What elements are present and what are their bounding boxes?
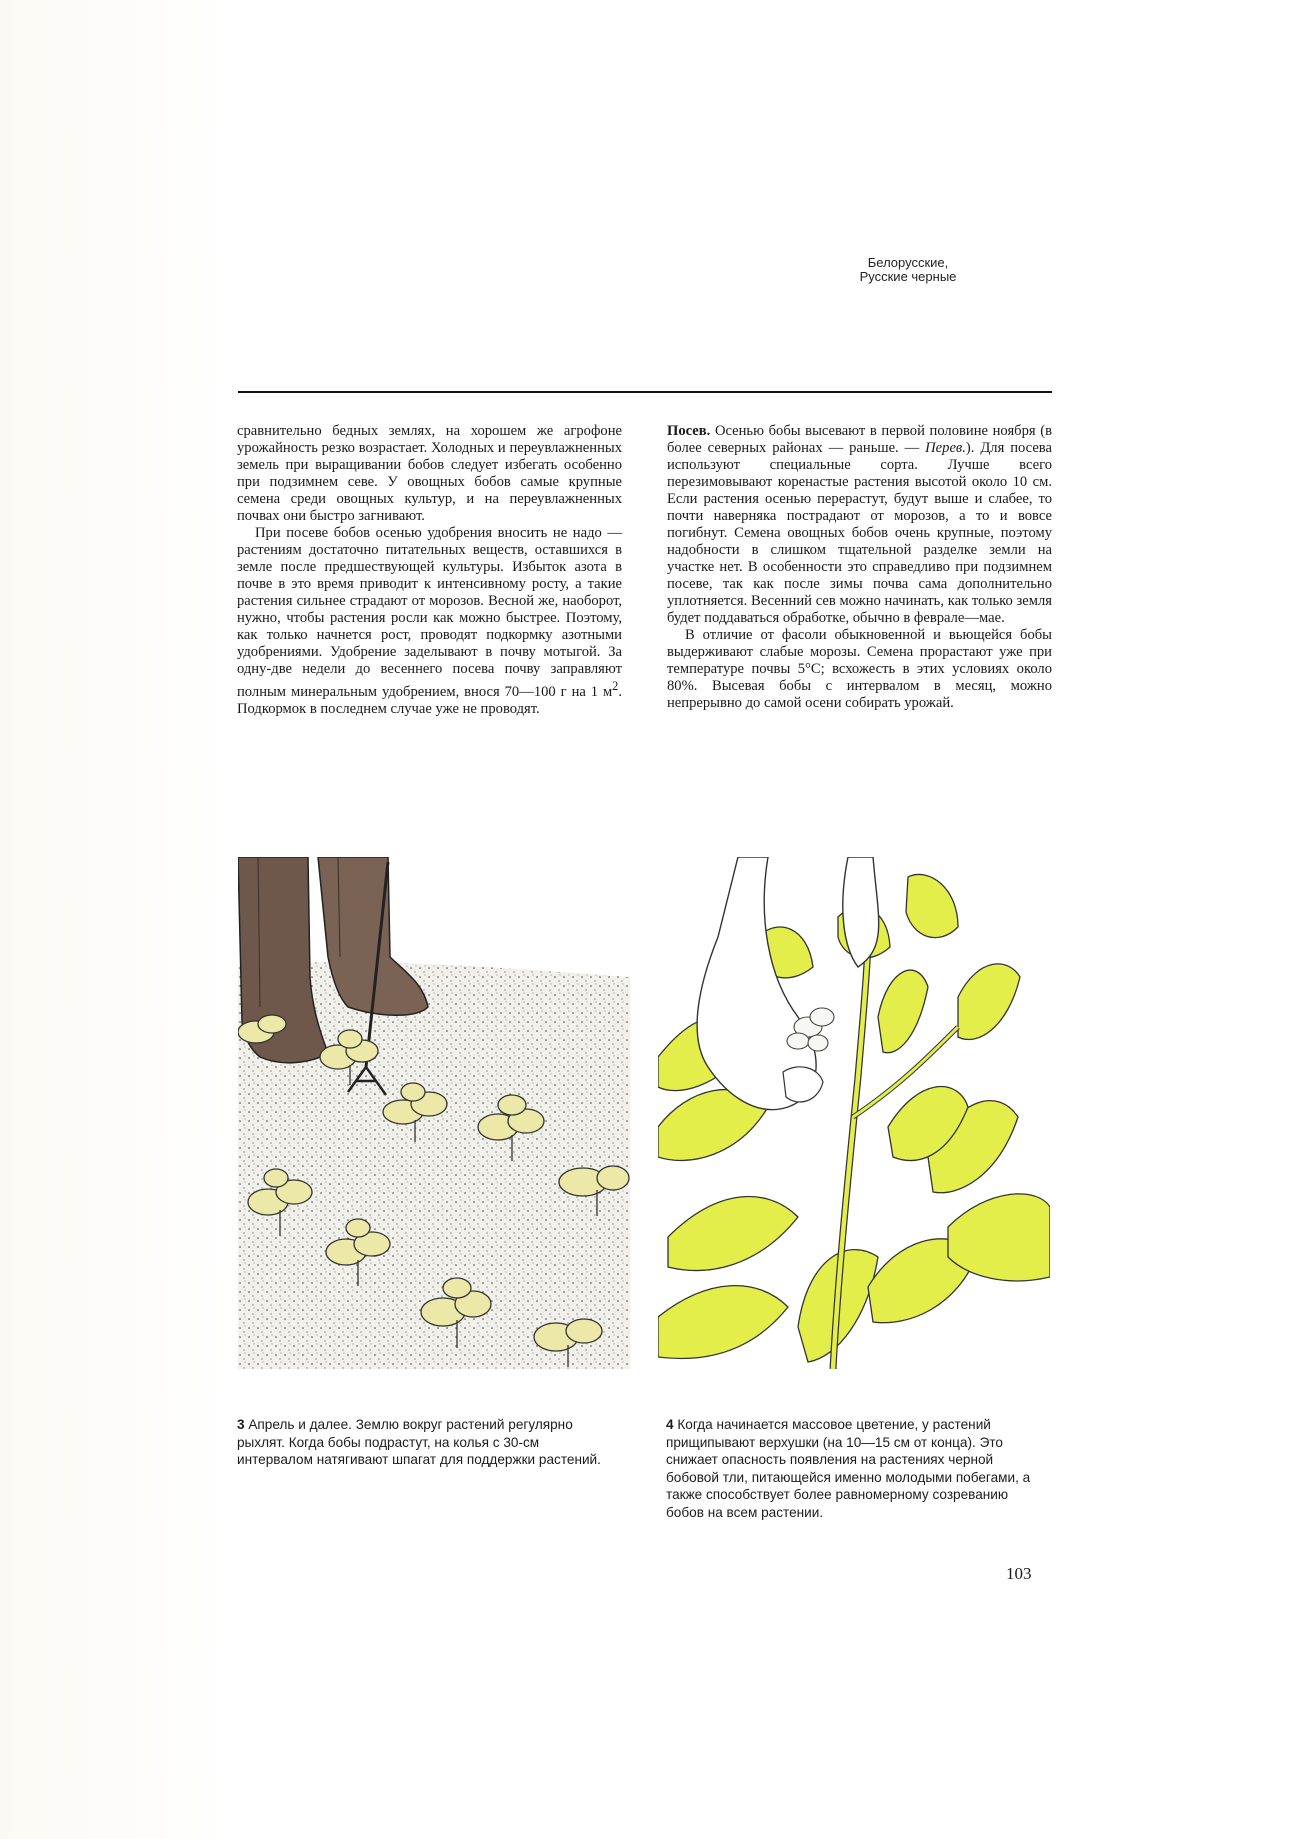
figure-pinching-illustration [658, 857, 1050, 1369]
leaf [658, 1286, 788, 1359]
paragraph-right-2: В отличие от фасоли обыкновенной и вьющейся бобы выдерживают слабые морозы. Семена прорастают уже при температуре почвы 5°С; всхожесть в этих условиях около 80%. Высевая бобы с интервалом в месяц, можно непрерывно до самой осени собирать урожай. [667, 627, 1052, 711]
caption-4-text: Когда начинается массовое цветение, у растений прищипывают верхушки (на 10—15 см от конца). Это снижает опасность появления на растениях черной бобовой тли, питающейся именно молодыми побегами, а также способствует более равномерному созреванию бобов на всем растении. [666, 1417, 1031, 1520]
caption-figure-3 [237, 1416, 617, 1469]
caption-3-number: 3 [237, 1417, 245, 1432]
leaf [668, 1197, 798, 1271]
caption-4-number: 4 [666, 1417, 674, 1432]
left-column [237, 423, 622, 718]
leaf [878, 970, 928, 1053]
p2-text-end: . Подкормок в последнем случае уже не проводят. [237, 683, 622, 717]
running-head-line-2: Русские черные [859, 269, 957, 284]
header-rule [238, 391, 1052, 393]
p1-text-a: Осенью бобы высевают в первой половине ноября (в более северных районах — раньше. — [667, 423, 1052, 456]
leaf [906, 874, 958, 937]
caption-3-text: Апрель и далее. Землю вокруг растений регулярно рыхлят. Когда бобы подрастут, на колья с 30-см интервалом натягивают шпагат для поддержки растений. [237, 1417, 601, 1467]
caption-figure-4 [666, 1416, 1036, 1521]
p2-text: При посеве бобов осенью удобрения вносить не надо — растениям достаточно питательных веществ, оставшихся в земле после предшествующей культуры. Избыток азота в почве в это время приводит к интенсивному росту, а такие растения сильнее страдают от морозов. Весной же, наоборот, нужно, чтобы растения росли как можно быстрее. Поэтому, как только начнется рост, проводят подкормку азотными удобрениями. Удобрение заделывают в почву мотыгой. За одну-две недели до весеннего посева почву заправляют полным минеральным удобрением, внося 70—100 г на 1 м [237, 525, 622, 700]
paragraph-left-1: сравнительно бедных землях, на хорошем же агрофоне урожайность резко возрастает. Холодных и переувлажненных земель при выращивании бобов следует избегать особенно при подзимнем севе. У овощных бобов самые крупные семена среди овощных культур, и на переувлажненных почвах они быстро загнивают. [237, 423, 622, 524]
running-head [848, 256, 968, 284]
figure-hoeing-illustration [238, 857, 630, 1369]
p1-text-b: ). Для посева используют специальные сорта. Лучше всего перезимовывают коренастые растения высотой около 10 см. Если растения осенью перерастут, будут выше и слабее, то почти наверняка пострадают от морозов, а то и вовсе погибнут. Семена овощных бобов очень крупные, поэтому надобности в слишком тщательной разделке земли на участке нет. В особенности это справедливо при подзимнем посеве, так как после зимы почва сама дополнительно уплотняется. Весенний сев можно начинать, как только земля будет поддаваться обработке, обычно в феврале—мае. [667, 440, 1052, 626]
right-column [667, 423, 1052, 712]
leaf [948, 1194, 1050, 1281]
page-number: 103 [1006, 1564, 1032, 1583]
leaf [958, 964, 1020, 1040]
translator-note: Перев. [925, 440, 966, 456]
section-heading: Посев. [667, 423, 711, 439]
paragraph-right-1 [667, 423, 1052, 627]
running-head-line-1: Белорусские, [867, 255, 949, 270]
superscript-2: 2 [612, 679, 619, 693]
paragraph-left-2 [237, 525, 622, 718]
